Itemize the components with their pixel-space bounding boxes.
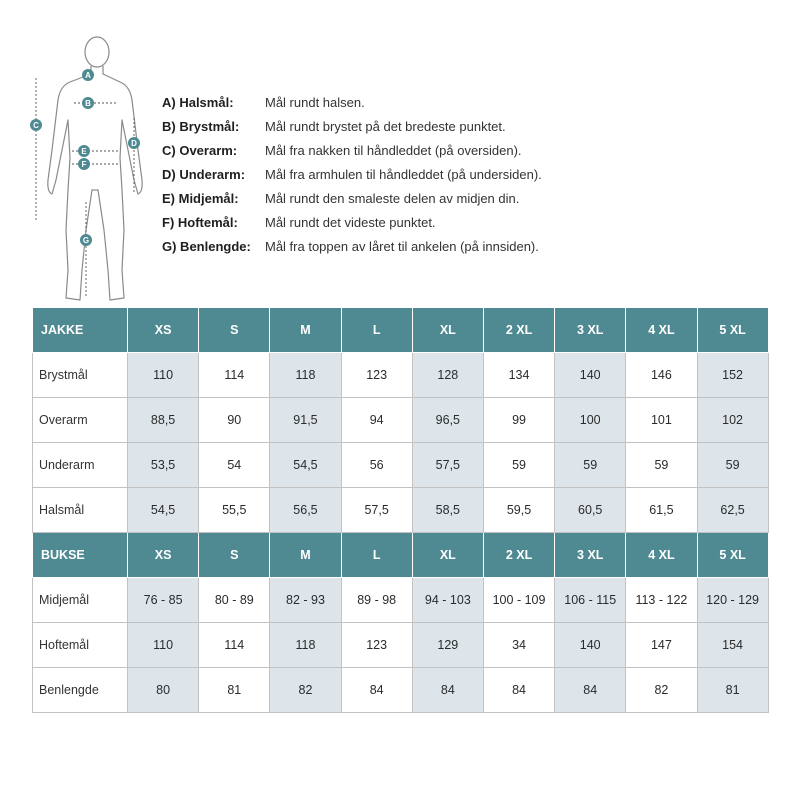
table-cell: 89 - 98 [341,578,412,623]
size-header: 3 XL [555,308,626,353]
table-cell: 59 [483,443,554,488]
jakke-header-row [33,308,769,353]
table-cell: 57,5 [412,443,483,488]
bukse-section-header: BUKSE [33,533,128,578]
table-cell: 101 [626,398,697,443]
size-header: S [199,308,270,353]
row-label: Brystmål [33,353,128,398]
table-cell: 59,5 [483,488,554,533]
table-cell: 140 [555,353,626,398]
size-header: 2 XL [483,533,554,578]
size-header: L [341,308,412,353]
legend-item-e [162,186,542,210]
table-cell: 80 [128,668,199,713]
row-label: Midjemål [33,578,128,623]
table-cell: 110 [128,353,199,398]
size-header: S [199,533,270,578]
legend-item-b [162,114,542,138]
table-cell: 58,5 [412,488,483,533]
table-cell: 140 [555,623,626,668]
table-cell: 102 [697,398,768,443]
legend-item-f [162,210,542,234]
table-cell: 59 [626,443,697,488]
table-cell: 118 [270,353,341,398]
human-silhouette-diagram [22,30,152,308]
row-label: Overarm [33,398,128,443]
size-header: M [270,308,341,353]
legend-item-a [162,90,542,114]
legend-item-c [162,138,542,162]
table-row [33,398,769,443]
badge-f-letter: F [81,160,87,169]
badge-e-letter: E [81,147,87,156]
badge-c-letter: C [33,121,39,130]
table-cell: 147 [626,623,697,668]
table-cell: 113 - 122 [626,578,697,623]
size-header: 5 XL [697,308,768,353]
size-header: 3 XL [555,533,626,578]
size-chart-table [32,307,769,713]
table-cell: 54 [199,443,270,488]
legend-description: Mål fra toppen av låret til ankelen (på innsiden). [265,238,539,254]
size-chart-body [33,308,769,713]
table-cell: 128 [412,353,483,398]
row-label: Hoftemål [33,623,128,668]
table-cell: 99 [483,398,554,443]
table-cell: 114 [199,353,270,398]
size-header: 4 XL [626,533,697,578]
size-header: XL [412,533,483,578]
badge-a-letter: A [85,71,91,80]
table-cell: 114 [199,623,270,668]
legend-item-g [162,234,542,258]
table-cell: 94 [341,398,412,443]
legend-key: A) Halsmål: [162,94,234,110]
table-cell: 134 [483,353,554,398]
legend-key: D) Underarm: [162,166,246,182]
table-cell: 82 - 93 [270,578,341,623]
table-cell: 84 [555,668,626,713]
table-cell: 94 - 103 [412,578,483,623]
row-label: Benlengde [33,668,128,713]
table-cell: 100 [555,398,626,443]
table-cell: 62,5 [697,488,768,533]
legend-description: Mål rundt den smaleste delen av midjen din. [265,190,520,206]
table-row [33,623,769,668]
table-cell: 106 - 115 [555,578,626,623]
table-cell: 54,5 [270,443,341,488]
table-cell: 82 [626,668,697,713]
table-cell: 152 [697,353,768,398]
badge-d-letter: D [131,139,137,148]
size-header: 2 XL [483,308,554,353]
table-cell: 110 [128,623,199,668]
table-cell: 146 [626,353,697,398]
table-cell: 123 [341,353,412,398]
size-header: L [341,533,412,578]
table-cell: 57,5 [341,488,412,533]
legend-description: Mål rundt det videste punktet. [265,214,436,230]
table-row [33,353,769,398]
table-row [33,443,769,488]
badge-b-letter: B [85,99,91,108]
legend-item-d [162,162,542,186]
legend-description: Mål fra armhulen til håndleddet (på undersiden). [265,166,542,182]
table-cell: 91,5 [270,398,341,443]
table-cell: 60,5 [555,488,626,533]
table-cell: 54,5 [128,488,199,533]
measurement-legend [162,90,542,258]
table-cell: 88,5 [128,398,199,443]
legend-description: Mål rundt brystet på det bredeste punktet. [265,118,506,134]
table-cell: 61,5 [626,488,697,533]
size-header: XS [128,533,199,578]
table-row [33,488,769,533]
size-header: M [270,533,341,578]
legend-description: Mål rundt halsen. [265,94,365,110]
table-cell: 84 [483,668,554,713]
table-cell: 82 [270,668,341,713]
table-cell: 96,5 [412,398,483,443]
table-cell: 80 - 89 [199,578,270,623]
legend-key: E) Midjemål: [162,190,239,206]
table-cell: 81 [697,668,768,713]
row-label: Halsmål [33,488,128,533]
table-cell: 90 [199,398,270,443]
legend-key: F) Hoftemål: [162,214,238,230]
legend-key: B) Brystmål: [162,118,240,134]
table-cell: 84 [341,668,412,713]
table-cell: 118 [270,623,341,668]
row-label: Underarm [33,443,128,488]
table-cell: 84 [412,668,483,713]
table-cell: 100 - 109 [483,578,554,623]
size-header: 5 XL [697,533,768,578]
table-cell: 56,5 [270,488,341,533]
table-cell: 81 [199,668,270,713]
table-cell: 55,5 [199,488,270,533]
legend-key: G) Benlengde: [162,238,251,254]
legend-key: C) Overarm: [162,142,238,158]
bukse-header-row [33,533,769,578]
badge-g-letter: G [82,236,90,245]
table-row [33,578,769,623]
body-measurement-figure [22,30,152,308]
table-cell: 56 [341,443,412,488]
table-cell: 123 [341,623,412,668]
jakke-section-header: JAKKE [33,308,128,353]
table-cell: 129 [412,623,483,668]
table-cell: 76 - 85 [128,578,199,623]
table-cell: 53,5 [128,443,199,488]
table-cell: 59 [697,443,768,488]
table-cell: 59 [555,443,626,488]
size-header: 4 XL [626,308,697,353]
size-header: XS [128,308,199,353]
size-header: XL [412,308,483,353]
legend-description: Mål fra nakken til håndleddet (på oversiden). [265,142,522,158]
table-cell: 120 - 129 [697,578,768,623]
table-row [33,668,769,713]
table-cell: 34 [483,623,554,668]
table-cell: 154 [697,623,768,668]
